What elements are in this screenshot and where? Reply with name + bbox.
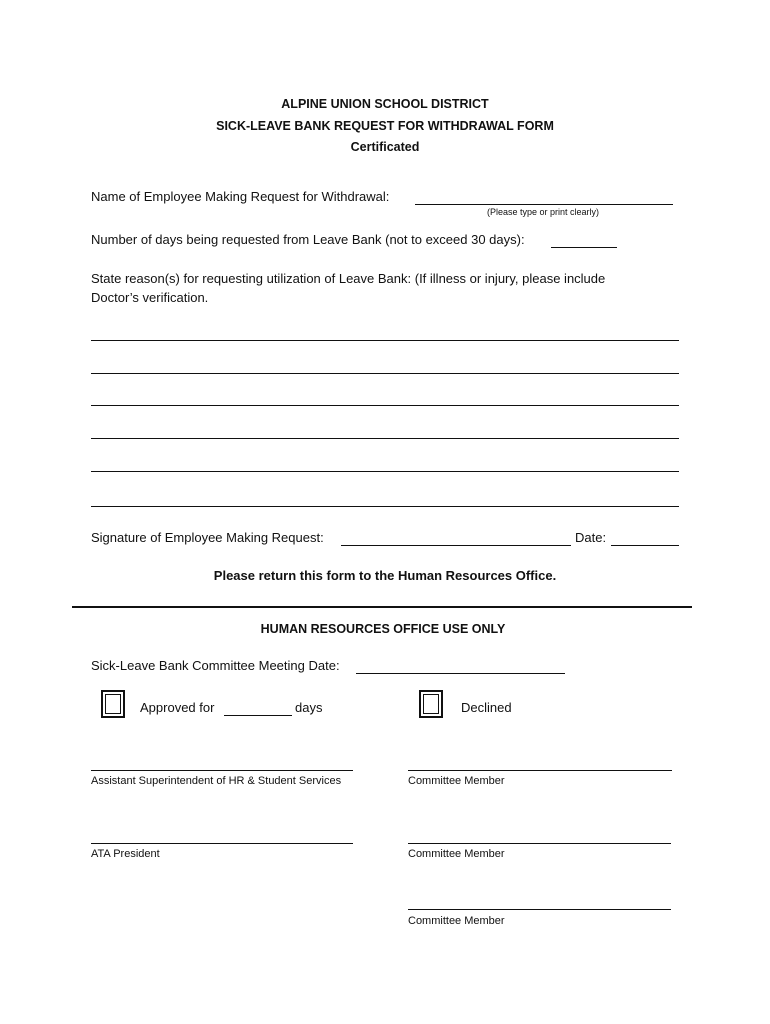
return-note: Please return this form to the Human Resources Office. [213, 568, 557, 583]
reason-label-line2: Doctor’s verification. [91, 290, 209, 305]
committee-member-2-caption: Committee Member [408, 848, 505, 860]
meeting-date-field[interactable] [356, 659, 565, 674]
district-name: ALPINE UNION SCHOOL DISTRICT [281, 97, 489, 111]
approved-label: Approved for [140, 700, 215, 715]
ata-president-signature-line[interactable] [91, 843, 353, 844]
approved-checkbox[interactable] [101, 690, 125, 718]
days-requested-field[interactable] [551, 233, 617, 248]
committee-member-3-caption: Committee Member [408, 915, 505, 927]
committee-member-1-signature-line[interactable] [408, 770, 672, 771]
committee-member-2-signature-line[interactable] [408, 843, 671, 844]
hr-section-heading: HUMAN RESOURCES OFFICE USE ONLY [260, 622, 506, 636]
employee-name-field[interactable] [415, 190, 673, 205]
form-subtitle: Certificated [350, 140, 420, 154]
approved-days-suffix: days [295, 700, 323, 715]
declined-checkbox[interactable] [419, 690, 443, 718]
date-label: Date: [575, 530, 607, 545]
asst-superintendent-signature-line[interactable] [91, 770, 353, 771]
reason-line-3[interactable] [91, 405, 679, 406]
reason-line-2[interactable] [91, 373, 679, 374]
employee-name-hint: (Please type or print clearly) [487, 207, 600, 217]
reason-line-4[interactable] [91, 438, 679, 439]
committee-member-1-caption: Committee Member [408, 775, 505, 787]
employee-name-label: Name of Employee Making Request for Withdrawal: [91, 189, 390, 204]
approved-days-field[interactable] [224, 701, 292, 716]
form-title: SICK-LEAVE BANK REQUEST FOR WITHDRAWAL FORM [216, 119, 554, 133]
ata-president-caption: ATA President [91, 848, 160, 860]
date-field[interactable] [611, 531, 679, 546]
section-divider [72, 606, 692, 608]
committee-member-3-signature-line[interactable] [408, 909, 671, 910]
asst-superintendent-caption: Assistant Superintendent of HR & Student Services [91, 775, 342, 787]
reason-line-6[interactable] [91, 506, 679, 507]
reason-label-line1: State reason(s) for requesting utilization of Leave Bank: (If illness or injury, please include [91, 271, 606, 286]
meeting-date-label: Sick-Leave Bank Committee Meeting Date: [91, 658, 340, 673]
signature-label: Signature of Employee Making Request: [91, 530, 324, 545]
reason-line-1[interactable] [91, 340, 679, 341]
signature-field[interactable] [341, 531, 571, 546]
declined-label: Declined [461, 700, 512, 715]
days-requested-label: Number of days being requested from Leave Bank (not to exceed 30 days): [91, 232, 525, 247]
reason-line-5[interactable] [91, 471, 679, 472]
